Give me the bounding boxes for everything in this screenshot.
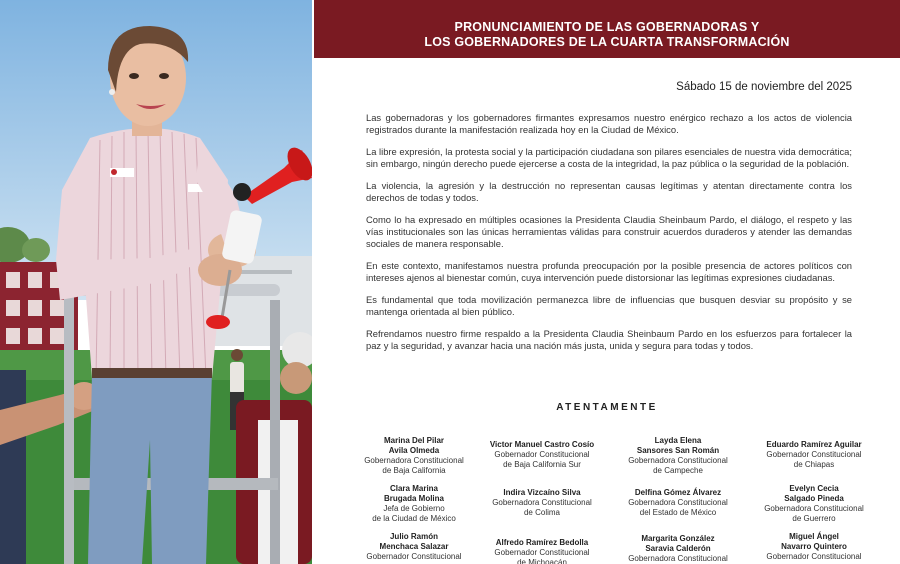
signer-role: Jefa de Gobierno bbox=[383, 504, 445, 513]
paragraph: Como lo ha expresado en múltiples ocasiones la Presidenta Claudia Sheinbaum Pardo, el diálogo, el respeto y las vías institucionales son las únicas herramientas válidas para construir acuerdos duraderos y atender las demandas sociales de manera responsable. bbox=[366, 213, 852, 250]
signer bbox=[608, 488, 748, 518]
signer bbox=[472, 538, 612, 564]
signer bbox=[744, 532, 884, 562]
paragraph: Las gobernadoras y los gobernadores firmantes expresamos nuestro enérgico rechazo a los actos de violencia registrados durante la manifestación realizada hoy en la Ciudad de México. bbox=[366, 112, 852, 136]
signer-role: del Estado de México bbox=[639, 508, 717, 517]
signer-role: Gobernadora Constitucional bbox=[764, 504, 864, 513]
signer-role: de Baja California Sur bbox=[503, 460, 581, 469]
signer-name: Navarro Quintero bbox=[781, 542, 847, 551]
signer-role: de Guerrero bbox=[792, 514, 836, 523]
signer-role: Gobernador Constitucional bbox=[766, 450, 862, 459]
signer bbox=[744, 440, 884, 470]
signer-role: Gobernadora Constitucional bbox=[628, 554, 728, 563]
signer-role: de Baja California bbox=[382, 466, 446, 475]
signer bbox=[744, 484, 884, 524]
signer-name: Brugada Molina bbox=[383, 494, 444, 503]
document-title bbox=[314, 20, 900, 50]
event-photo bbox=[0, 0, 312, 564]
signer-role: de la Ciudad de México bbox=[372, 514, 456, 523]
signer-name: Indira Vizcaíno Silva bbox=[503, 488, 581, 497]
signer-role: Gobernadora Constitucional bbox=[492, 498, 592, 507]
paragraph: La libre expresión, la protesta social y la participación ciudadana son pilares esenciales de nuestra vida democrática; sin embargo, ningún derecho puede ejercerse a costa de la integridad, la paz pública o la seguridad de la población. bbox=[366, 145, 852, 170]
signer bbox=[472, 440, 612, 470]
signer-name: Victor Manuel Castro Cosío bbox=[489, 440, 595, 449]
paragraph: La violencia, la agresión y la destrucción no representan causas legítimas y atentan directamente contra los derechos de todas y todos. bbox=[366, 179, 852, 204]
signer bbox=[344, 436, 484, 476]
railing bbox=[64, 290, 74, 564]
signer-name: Margarita González bbox=[641, 534, 715, 543]
signer bbox=[344, 532, 484, 562]
document-title-line: PRONUNCIAMIENTO DE LAS GOBERNADORAS Y bbox=[454, 20, 760, 34]
signer-name: Eduardo Ramírez Aguilar bbox=[766, 440, 862, 449]
signer-name: Clara Marina bbox=[389, 484, 439, 493]
statement-document bbox=[314, 0, 900, 564]
signer bbox=[608, 436, 748, 476]
signer-name: Menchaca Salazar bbox=[379, 542, 449, 551]
signer-name: Saravia Calderón bbox=[645, 544, 711, 553]
signer-name: Sansores San Román bbox=[636, 446, 720, 455]
document-title-line: LOS GOBERNADORES DE LA CUARTA TRANSFORMACIÓN bbox=[424, 35, 790, 49]
signoff-heading: ATENTAMENTE bbox=[556, 402, 658, 413]
signer-role: de Campeche bbox=[653, 466, 703, 475]
signer-role: Gobernadora Constitucional bbox=[628, 498, 728, 507]
signer-role: Gobernador Constitucional bbox=[494, 548, 590, 557]
signer bbox=[344, 484, 484, 524]
signer-role: de Chiapas bbox=[793, 460, 835, 469]
signer-role: Gobernadora Constitucional bbox=[364, 456, 464, 465]
signer-role: Gobernador Constitucional bbox=[366, 552, 462, 561]
paragraph: En este contexto, manifestamos nuestra profunda preocupación por la posible presencia de actores políticos con intereses ajenos al bienestar común, cuya intervención puede distorsionar las legítimas expresiones ciudadanas. bbox=[366, 259, 852, 284]
signer-name: Layda Elena bbox=[654, 436, 702, 445]
signer-name: Alfredo Ramírez Bedolla bbox=[495, 538, 589, 547]
document-date: Sábado 15 de noviembre del 2025 bbox=[676, 81, 852, 93]
signer-name: Avila Olmeda bbox=[388, 446, 440, 455]
signer bbox=[608, 534, 748, 564]
signer-name: Evelyn Cecia bbox=[789, 484, 839, 493]
signer-role: de Michoacán bbox=[517, 558, 567, 564]
signer-name: Julio Ramón bbox=[389, 532, 438, 541]
signer bbox=[472, 488, 612, 518]
signer-role: Gobernadora Constitucional bbox=[628, 456, 728, 465]
signer-name: Delfina Gómez Álvarez bbox=[634, 488, 722, 497]
signer-role: Gobernador Constitucional bbox=[766, 552, 862, 561]
signer-role: Gobernador Constitucional bbox=[494, 450, 590, 459]
paragraph: Es fundamental que toda movilización permanezca libre de influencias que busquen desviar su propósito y se mantenga orientada al bien público. bbox=[366, 293, 852, 317]
signer-name: Miguel Ángel bbox=[789, 532, 839, 541]
document-body bbox=[366, 112, 852, 362]
signer-name: Salgado Pineda bbox=[784, 494, 844, 503]
photo-illustration bbox=[0, 0, 312, 564]
signer-role: de Colima bbox=[523, 508, 560, 517]
paragraph: Refrendamos nuestro firme respaldo a la Presidenta Claudia Sheinbaum Pardo en los esfuerzos para fortalecer la paz y la seguridad, y avanzar hacia una nación más justa, unida y segura para todas y todos. bbox=[366, 327, 852, 351]
signer-name: Marina Del Pilar bbox=[383, 436, 445, 445]
